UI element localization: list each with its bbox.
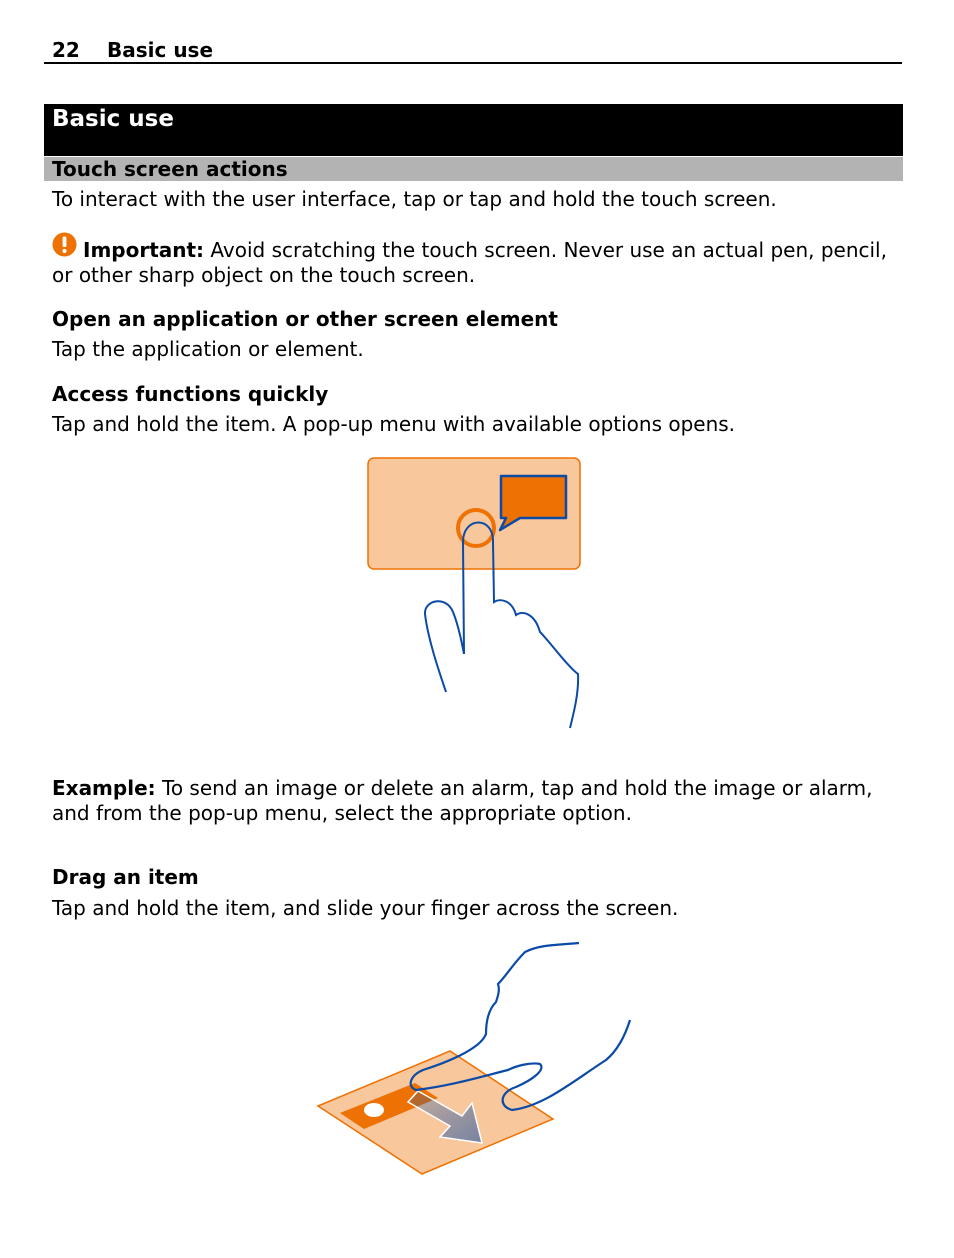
example-label: Example: bbox=[52, 776, 156, 800]
access-heading: Access functions quickly bbox=[52, 382, 329, 406]
open-app-heading: Open an application or other screen element bbox=[52, 307, 558, 331]
example-text: To send an image or delete an alarm, tap and hold the image or alarm, and from the pop-up menu, select the appropriate option. bbox=[52, 776, 873, 825]
important-note bbox=[52, 238, 902, 288]
item-dot bbox=[364, 1103, 384, 1117]
tap-and-hold-illustration bbox=[360, 452, 590, 737]
page-number: 22 bbox=[52, 38, 80, 62]
section-title-bar bbox=[44, 104, 903, 156]
hand-outline bbox=[411, 943, 630, 1110]
drag-heading: Drag an item bbox=[52, 865, 199, 889]
running-header bbox=[44, 36, 902, 64]
example-note bbox=[52, 776, 902, 826]
section-title: Basic use bbox=[52, 106, 174, 132]
important-label: Important: bbox=[83, 238, 205, 262]
running-title: Basic use bbox=[107, 38, 214, 62]
important-text: Avoid scratching the touch screen. Never use an actual pen, pencil, or other sharp object on the touch screen. bbox=[52, 238, 887, 287]
thumb-outline bbox=[425, 601, 464, 692]
subsection-title-bar bbox=[44, 157, 903, 181]
drag-text: Tap and hold the item, and slide your finger across the screen. bbox=[52, 896, 679, 920]
intro-text: To interact with the user interface, tap or tap and hold the touch screen. bbox=[52, 187, 777, 211]
access-text: Tap and hold the item. A pop-up menu with available options opens. bbox=[52, 412, 736, 436]
drag-item-illustration bbox=[310, 938, 640, 1178]
open-app-text: Tap the application or element. bbox=[52, 337, 364, 361]
subsection-title: Touch screen actions bbox=[52, 157, 288, 181]
